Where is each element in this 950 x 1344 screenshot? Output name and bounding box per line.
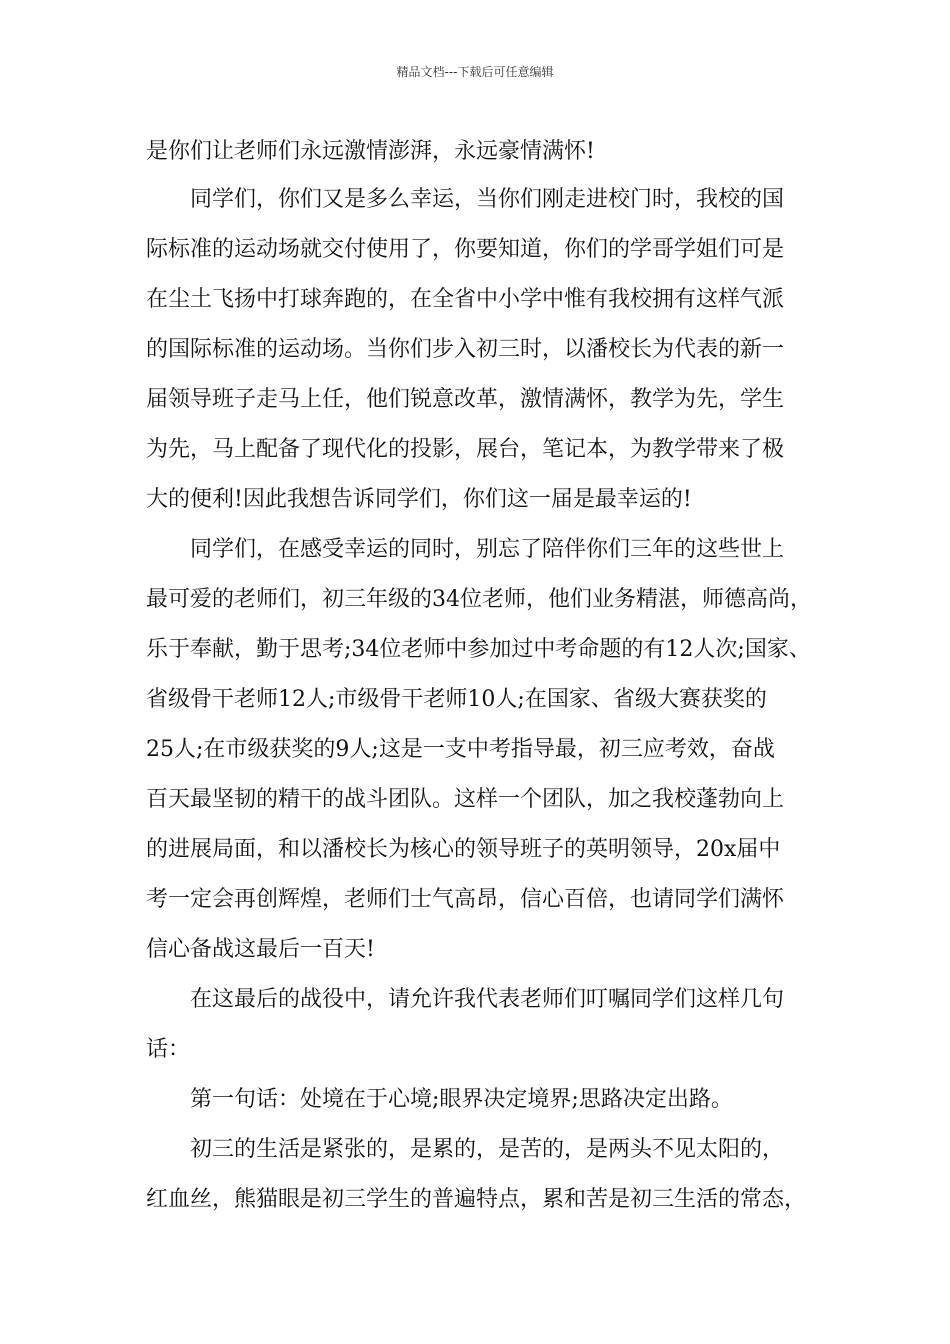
text-line: 的国际标准的运动场。当你们步入初三时，以潘校长为代表的新一 (146, 337, 785, 362)
paragraph-start-line: 同学们，你们又是多么幸运，当你们刚走进校门时，我校的国 (190, 187, 785, 212)
page-header: 精品文档---下载后可任意编辑 (396, 65, 554, 79)
text-line: 红血丝，熊猫眼是初三学生的普遍特点，累和苦是初三生活的常态， (146, 1187, 807, 1212)
text-line: 乐于奉献，勤于思考;34位老师中参加过中考命题的有12人次;国家、 (146, 637, 811, 662)
text-line: 届领导班子走马上任，他们锐意改革，激情满怀，教学为先，学生 (146, 387, 785, 412)
text-line: 是你们让老师们永远激情澎湃，永远豪情满怀! (146, 139, 595, 164)
text-line: 的进展局面，和以潘校长为核心的领导班子的英明领导，20x届中 (146, 837, 781, 862)
paragraph-start-line: 同学们，在感受幸运的同时，别忘了陪伴你们三年的这些世上 (190, 537, 785, 562)
paragraph-start-line: 第一句话：处境在于心境;眼界决定境界;思路决定出路。 (190, 1087, 733, 1112)
text-line: 际标准的运动场就交付使用了，你要知道，你们的学哥学姐们可是 (146, 237, 785, 262)
text-line: 百天最坚韧的精干的战斗团队。这样一个团队，加之我校蓬勃向上 (146, 787, 785, 812)
paragraph-start-line: 初三的生活是紧张的，是累的，是苦的，是两头不见太阳的， (190, 1137, 785, 1162)
text-line: 省级骨干老师12人;市级骨干老师10人;在国家、省级大赛获奖的 (146, 687, 767, 712)
text-line: 为先，马上配备了现代化的投影，展台，笔记本，为教学带来了极 (146, 437, 785, 462)
paragraph-start-line: 在这最后的战役中，请允许我代表老师们叮嘱同学们这样几句 (190, 987, 785, 1012)
text-line: 考一定会再创辉煌，老师们士气高昂，信心百倍，也请同学们满怀 (146, 887, 785, 912)
text-line: 25人;在市级获奖的9人;这是一支中考指导最，初三应考效，奋战 (146, 737, 775, 762)
text-line: 信心备战这最后一百天! (146, 937, 375, 962)
text-line: 大的便利!因此我想告诉同学们，你们这一届是最幸运的! (146, 487, 692, 512)
text-line: 最可爱的老师们，初三年级的34位老师，他们业务精湛，师德高尚， (146, 587, 812, 612)
text-line: 话： (146, 1037, 191, 1062)
text-line: 在尘土飞扬中打球奔跑的，在全省中小学中惟有我校拥有这样气派 (146, 287, 785, 312)
